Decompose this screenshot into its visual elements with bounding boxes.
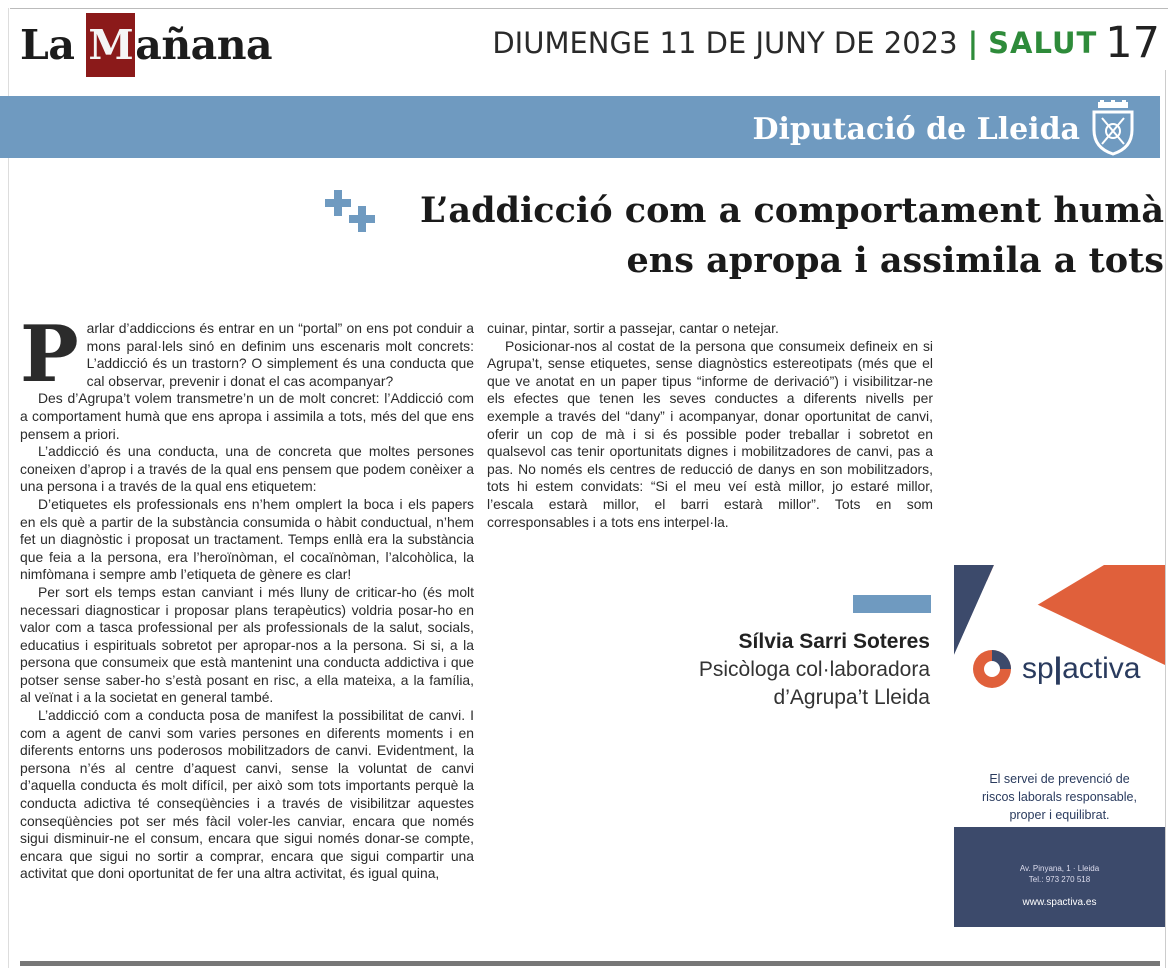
paragraph: Posicionar-nos al costat de la persona que consumeix defineix en si Agrupa’t, sense etiquetes, sense diagnòstics estereotipats (més que el que ve anotat en un paper tipus “informe de derivació”) i visibilitzar-ne els efectes que tenen les seves conductes a diferents nivells per exemple a través del “dany” i acompanyar, donar oportunitat de canvi, oferir un cop de mà i si és possible poder treballar i sobretot en qualsevol cas tenir oportunitats dignes i mobilitzadores de canvi, pas a pas. No només els centres de reducció de danys en son mobilitzadors, tots hi estem convidats: “Si el meu veí està millor, jo estaré millor, l’escala estarà millor, el barri estarà millor”. Tots en som corresponsables i a tots ens interpel·la. — [487, 337, 933, 530]
author-accent-bar — [853, 595, 931, 613]
paragraph: D’etiquetes els professionals ens n’hem omplert la boca i els papers en els què a partir de la substància consumida o hàbit conductual, n’hem fet un diagnòstic i proposat un tractament. Temps enllà era la substància que feia a la persona, era l’heroïnòman, el cocaïnòman, l’alcohòlica, la nimfòmana i sempre amb l’etiqueta de gènere es clar! — [20, 495, 474, 583]
page-number: 17 — [1105, 18, 1160, 68]
drop-cap: P — [20, 309, 79, 400]
bottom-rule — [20, 961, 1160, 966]
spactiva-ad[interactable] — [954, 565, 1165, 927]
article-column-1 — [20, 309, 474, 883]
ad-text-1: El servei de prevenció de — [989, 772, 1130, 786]
headline — [420, 186, 1164, 286]
top-rule — [10, 8, 1168, 9]
date-text: DIUMENGE 11 DE JUNY DE 2023 — [492, 26, 958, 60]
masthead — [20, 14, 272, 76]
paragraph: L’addicció com a conducta posa de manifest la possibilitat de canvi. I com a agent de canvi som varies persones en diferents moments i en diferents entorns uns poderosos mobilitzadors de canvi. Evidentment, la persona n’és al centre d’aquest canvi, sense la voluntat de canvi d’aquella conducta és molt difícil, per això som tots importants perquè la conducta adictiva té conseqüències i a través de visibilitzar aquestes conseqüències pot ser més fàcil voler-les canviar, encara que només sigui disminuir-ne el consum, encara que sigui només donar-se compte, encara que sigui no sortir a comprar, encara que sigui compartir una activitat que doni oportunitat de fer una altra activitat, és igual quina, — [20, 707, 474, 882]
author-role-1: Psicòloga col·laboradora — [698, 658, 930, 681]
band-title: Diputació de Lleida — [752, 111, 1080, 147]
article-column-2 — [487, 320, 933, 531]
masthead-rest: añana — [135, 21, 273, 69]
ad-brand-activa: activa — [1062, 652, 1141, 685]
headline-line-2: ens apropa i assimila a tots — [626, 240, 1164, 281]
sp-logo-icon — [970, 647, 1014, 691]
masthead-m: M — [86, 13, 135, 77]
ad-tagline — [954, 770, 1165, 824]
paragraph: L’addicció és una conducta, una de concreta que moltes persones coneixen d’aprop i a través de la qual ens pensem que podem conèixer a una persona i a través de la qual ens etiquetem: — [20, 443, 474, 495]
ad-address: Av. Pinyana, 1 · Lleida — [1019, 864, 1100, 873]
crest-icon — [1090, 100, 1136, 156]
headline-line-1: L’addicció com a comportament humà — [419, 190, 1164, 231]
ad-brand-sp: sp — [1022, 652, 1054, 685]
author-role-2: d’Agrupa’t Lleida — [773, 686, 930, 709]
masthead-pre: La — [20, 21, 75, 69]
author-block — [699, 628, 930, 712]
paragraph: Des d’Agrupa’t volem transmetre’n un de molt concret: l’Addicció com a comportament humà que ens apropa i assimila a tots, més del que ens pensem a priori. — [20, 390, 474, 442]
ad-footer — [954, 827, 1165, 927]
ad-website-link[interactable]: www.spactiva.es — [1022, 897, 1097, 908]
author-name: Sílvia Sarri Soteres — [738, 630, 930, 653]
date-separator: | — [967, 26, 979, 60]
dateline — [492, 18, 1160, 68]
paragraph: cuinar, pintar, sortir a passejar, cantar o netejar. — [487, 320, 779, 336]
ad-text-2: riscos laborals responsable, — [982, 790, 1137, 804]
ad-logo: sp|activa — [970, 647, 1140, 691]
paragraph: arlar d’addiccions és entrar en un “portal” on ens pot conduir a mons paral·lels sinó en definim uns escenaris molt concrets: L’addicció és un trastorn? O simplement és una conducta que cal observar, prevenir i donat el cas acompanyar? — [86, 320, 474, 389]
section-name: SALUT — [988, 26, 1098, 60]
right-rule — [1165, 70, 1166, 968]
ad-phone: Tel.: 973 270 518 — [1028, 875, 1091, 884]
paragraph: Per sort els temps estan canviant i més lluny de criticar-ho (és molt necessari diagnosticar i proposar plans terapèutics) voldria posar-ho en valor com a tasca professional per als professionals de la salut, socials, educatius i espirituals sobretot per apropar-nos a la persona. Si si, a la persona que consumeix que està mantenint una conducta addictiva i que potser sense saber-ho s’està posant en risc, a ella mateixa, a la família, al veïnat i a la societat en general també. — [20, 583, 474, 706]
ad-text-3: proper i equilibrat. — [1009, 808, 1110, 822]
plus-icon — [325, 190, 381, 236]
